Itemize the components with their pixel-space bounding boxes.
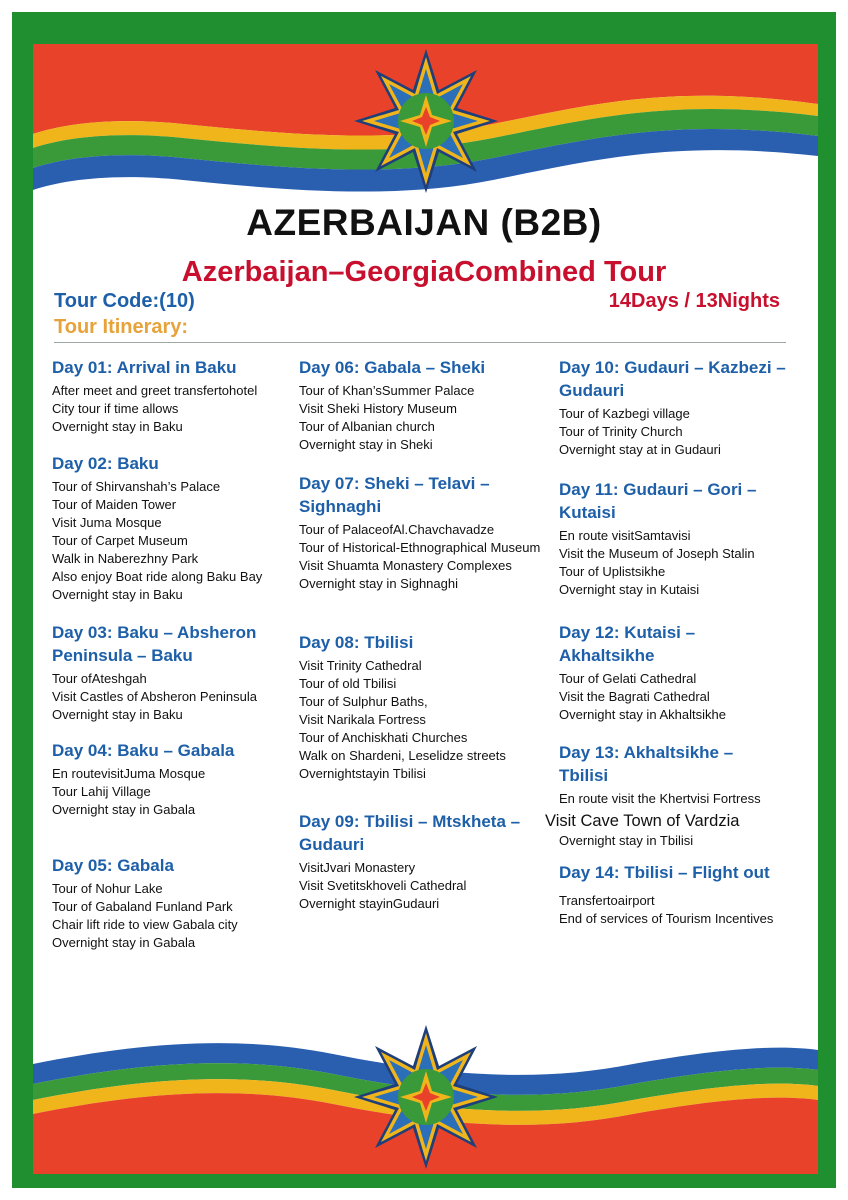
day-09-item: VisitJvari Monastery <box>299 860 416 875</box>
day-10-item: Overnight stay at in Gudauri <box>559 442 721 457</box>
day-08-item: Tour of Anchiskhati Churches <box>299 730 468 745</box>
day-14-block <box>559 861 799 928</box>
day-02-item: Also enjoy Boat ride along Baku Bay <box>52 569 263 584</box>
day-05-title: Day 05: Gabala <box>52 856 174 875</box>
day-10-title: Day 10: Gudauri – Kazbezi – Gudauri <box>559 358 786 400</box>
tour-subtitle: Azerbaijan–GeorgiaCombined Tour <box>181 256 667 288</box>
tour-duration: 14Days / 13Nights <box>608 290 780 312</box>
day-04-item: Overnight stay in Gabala <box>52 802 196 817</box>
day-04-item: Tour Lahij Village <box>52 784 151 799</box>
day-03-title: Day 03: Baku – Absheron Peninsula – Baku <box>52 623 257 665</box>
day-05-block <box>52 854 292 952</box>
day-13-item: Visit Cave Town of Vardzia <box>545 812 740 830</box>
day-11-item: Tour of Uplistsikhe <box>559 564 666 579</box>
day-01-title: Day 01: Arrival in Baku <box>52 358 237 377</box>
day-06-item: Overnight stay in Sheki <box>299 437 433 452</box>
day-10-item: Tour of Kazbegi village <box>559 406 690 421</box>
day-01-item: City tour if time allows <box>52 401 179 416</box>
day-13-block <box>559 741 799 808</box>
day-07-item: Tour of PalaceofAl.Chavchavadze <box>299 522 495 537</box>
page-title: AZERBAIJAN (B2B) <box>246 202 602 243</box>
day-08-item: Tour of Sulphur Baths, <box>299 694 428 709</box>
azerbaijan-star-emblem-icon <box>351 46 501 196</box>
day-13-item: En route visit the Khertvisi Fortress <box>559 791 761 806</box>
day-05-item: Chair lift ride to view Gabala city <box>52 917 238 932</box>
itinerary-label: Tour Itinerary: <box>54 316 189 338</box>
day-13-item: Overnight stay in Tbilisi <box>559 833 694 848</box>
day-02-item: Walk in Naberezhny Park <box>52 551 199 566</box>
day-10-block <box>559 356 799 459</box>
day-02-title: Day 02: Baku <box>52 454 159 473</box>
day-14-title: Day 14: Tbilisi – Flight out <box>559 863 770 882</box>
day-08-item: Tour of old Tbilisi <box>299 676 397 691</box>
day-02-item: Overnight stay in Baku <box>52 587 183 602</box>
day-07-item: Tour of Historical-Ethnographical Museum <box>299 540 541 555</box>
day-01-item: Overnight stay in Baku <box>52 419 183 434</box>
day-06-item: Tour of Khan’sSummer Palace <box>299 383 475 398</box>
day-08-item: Visit Trinity Cathedral <box>299 658 422 673</box>
day-09-item: Overnight stayinGudauri <box>299 896 440 911</box>
divider <box>54 342 786 343</box>
day-07-item: Visit Shuamta Monastery Complexes <box>299 558 512 573</box>
day-12-item: Visit the Bagrati Cathedral <box>559 689 710 704</box>
day-06-block <box>299 356 549 454</box>
day-11-block <box>559 478 799 599</box>
day-13-title: Day 13: Akhaltsikhe – Tbilisi <box>559 743 734 785</box>
tour-code: Tour Code:(10) <box>54 290 195 312</box>
day-07-title: Day 07: Sheki – Telavi – Sighnaghi <box>299 474 490 516</box>
day-12-item: Overnight stay in Akhaltsikhe <box>559 707 726 722</box>
day-01-block <box>52 356 292 436</box>
day-12-title: Day 12: Kutaisi – Akhaltsikhe <box>559 623 696 665</box>
day-04-title: Day 04: Baku – Gabala <box>52 741 235 760</box>
day-09-title: Day 09: Tbilisi – Mtskheta – Gudauri <box>299 812 521 854</box>
day-03-item: Visit Castles of Absheron Peninsula <box>52 689 257 704</box>
day-01-item: After meet and greet transfertohotel <box>52 383 258 398</box>
day-07-block <box>299 472 549 593</box>
azerbaijan-star-emblem-icon <box>351 1022 501 1172</box>
day-12-block <box>559 621 799 724</box>
day-08-item: Visit Narikala Fortress <box>299 712 426 727</box>
day-14-item: Transfertoairport <box>559 893 655 908</box>
day-11-item: Overnight stay in Kutaisi <box>559 582 700 597</box>
day-06-item: Visit Sheki History Museum <box>299 401 457 416</box>
day-08-item: Overnightstayin Tbilisi <box>299 766 426 781</box>
day-11-item: En route visitSamtavisi <box>559 528 691 543</box>
day-07-item: Overnight stay in Sighnaghi <box>299 576 458 591</box>
day-05-item: Overnight stay in Gabala <box>52 935 196 950</box>
day-12-item: Tour of Gelati Cathedral <box>559 671 697 686</box>
day-08-item: Walk on Shardeni, Leselidze streets <box>299 748 506 763</box>
day-03-item: Overnight stay in Baku <box>52 707 183 722</box>
day-02-item: Tour of Maiden Tower <box>52 497 177 512</box>
day-09-item: Visit Svetitskhoveli Cathedral <box>299 878 467 893</box>
day-08-title: Day 08: Tbilisi <box>299 633 414 652</box>
day-14-item: End of services of Tourism Incentives <box>559 911 774 926</box>
day-04-item: En routevisitJuma Mosque <box>52 766 206 781</box>
day-09-block <box>299 810 549 913</box>
day-13-overnight <box>559 832 799 850</box>
day-11-item: Visit the Museum of Joseph Stalin <box>559 546 755 561</box>
day-08-block <box>299 631 549 783</box>
day-02-item: Tour of Carpet Museum <box>52 533 188 548</box>
day-03-block <box>52 621 292 724</box>
day-02-item: Tour of Shirvanshah’s Palace <box>52 479 221 494</box>
day-06-title: Day 06: Gabala – Sheki <box>299 358 486 377</box>
day-02-block <box>52 452 292 604</box>
day-03-item: Tour ofAteshgah <box>52 671 147 686</box>
day-02-item: Visit Juma Mosque <box>52 515 162 530</box>
day-06-item: Tour of Albanian church <box>299 419 435 434</box>
day-10-item: Tour of Trinity Church <box>559 424 683 439</box>
day-04-block <box>52 739 292 819</box>
day-11-title: Day 11: Gudauri – Gori – Kutaisi <box>559 480 757 522</box>
day-05-item: Tour of Gabaland Funland Park <box>52 899 233 914</box>
day-05-item: Tour of Nohur Lake <box>52 881 163 896</box>
day-13-overflow-item <box>545 812 739 831</box>
